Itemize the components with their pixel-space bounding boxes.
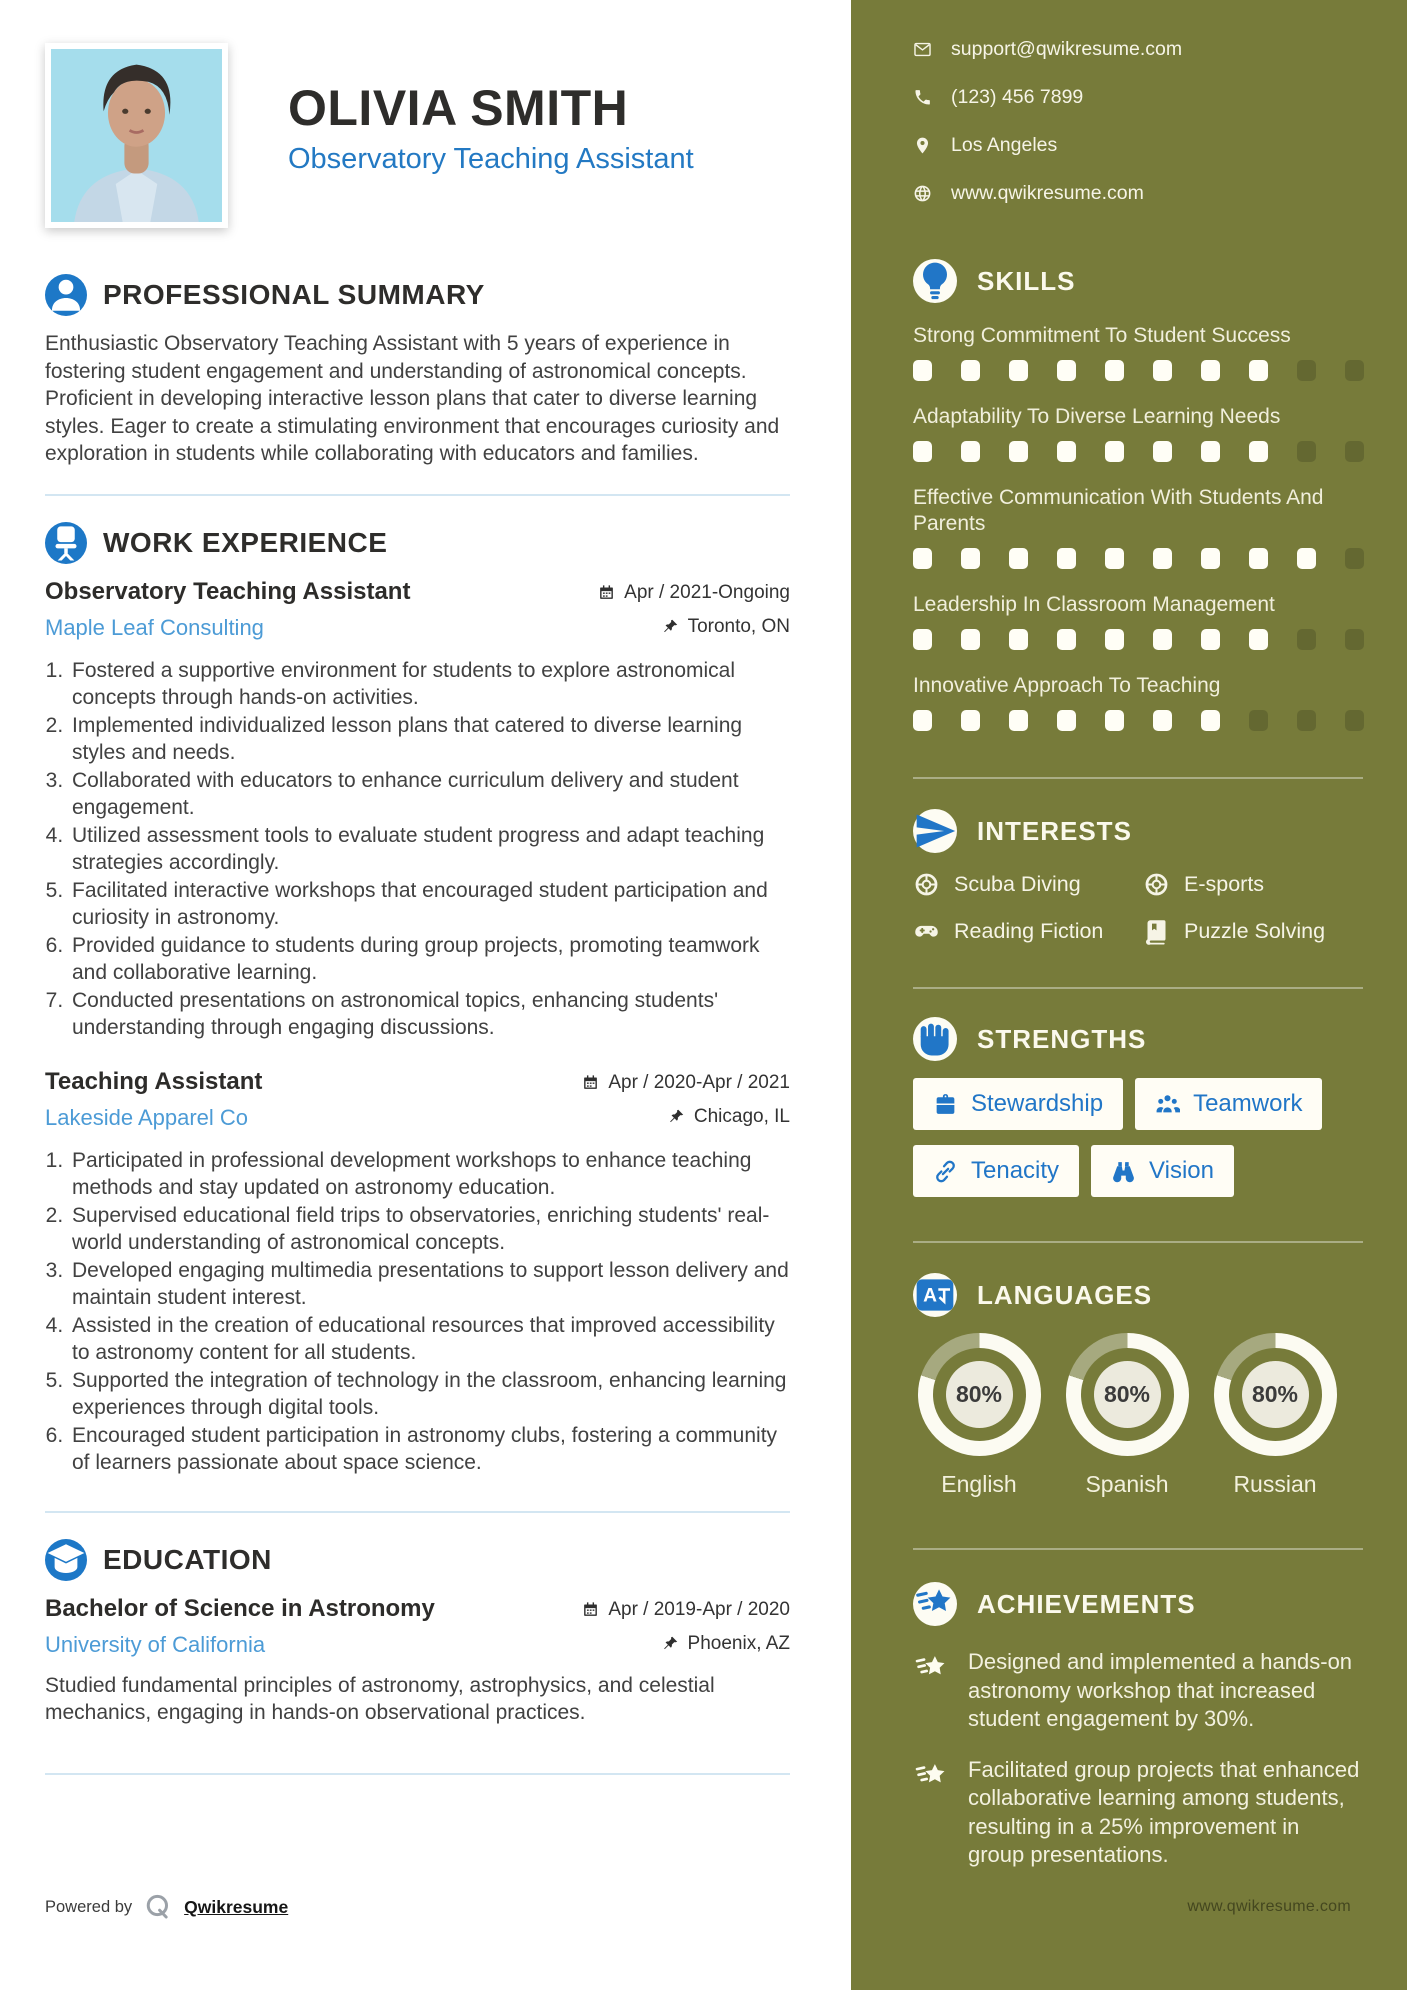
language-item [1061,1333,1193,1498]
education-location [662,1633,790,1655]
skill-level-block [1249,629,1268,650]
link-icon [933,1159,958,1184]
skill-level-block [1057,360,1076,381]
skill-level-block [1009,548,1028,569]
skill-label: Adaptability To Diverse Learning Needs [913,405,1281,428]
job-bullet: 1. Fostered a supportive environment for students to explore astronomical concepts through hands-on activities. [69,657,790,712]
jobs-list [45,578,790,1477]
candidate-name: OLIVIA SMITH [288,80,629,136]
language-donut [1066,1333,1189,1456]
divider [913,1241,1363,1243]
divider [45,494,790,496]
skill-level-block [1249,360,1268,381]
skill-level-block [1201,548,1220,569]
paper-plane-icon [913,809,957,853]
phone-icon [913,88,932,107]
job-bullets [45,657,790,1042]
contact-list [913,38,1363,205]
job-location-label: Chicago, IL [693,1105,790,1127]
skill-level-block [1249,441,1268,462]
achievements-heading-label: ACHIEVEMENTS [977,1588,1196,1619]
job-entry-left [45,578,410,641]
skill-level-block [1201,360,1220,381]
job-bullet: 6. Provided guidance to students during group projects, promoting teamwork and collaborative learning. [69,932,790,987]
summary-text: Enthusiastic Observatory Teaching Assistant with 5 years of experience in fostering student engagement and understanding of astronomical concepts. Proficient in developing interactive lesson plans that cater to diverse learning styles. Eager to create a stimulating environment that encourages curiosity and exploration in students while collaborating with educators and families. [45,332,780,465]
candidate-title: Observatory Teaching Assistant [288,143,694,175]
job-entry [45,1068,790,1477]
divider [45,1511,790,1513]
interest-item [913,871,1143,898]
strength-label: Teamwork [1193,1090,1303,1117]
education-heading-label: EDUCATION [103,1543,272,1575]
job-bullet: 1. Participated in professional development workshops to enhance teaching methods and stay updated on astronomy education. [69,1147,790,1202]
divider [45,1773,790,1775]
skill-level-block [1345,441,1364,462]
language-donut [1214,1333,1337,1456]
job-location [662,616,790,638]
lifebuoy-icon [913,871,940,898]
skills-list [913,323,1363,731]
language-percent: 80% [1242,1361,1309,1428]
contact-text: (123) 456 7899 [951,86,1084,108]
skill-level-bar [913,629,1363,650]
skill-level-block [913,629,932,650]
skill-level-block [1345,710,1364,731]
strengths-heading [913,1017,1363,1061]
education-date-label: Apr / 2019-Apr / 2020 [608,1598,790,1620]
pushpin-icon [662,1635,679,1652]
skill-level-block [1345,360,1364,381]
strength-chip [913,1078,1123,1130]
team-icon [1155,1092,1180,1117]
skill-level-block [1249,710,1268,731]
languages-heading [913,1273,1363,1317]
job-bullet: 7. Conducted presentations on astronomical topics, enhancing students' understanding through engaging discussions. [69,987,790,1042]
education-date [582,1599,790,1621]
strength-label: Vision [1149,1157,1214,1184]
skill-level-block [1297,548,1316,569]
strengths-row [913,1078,1363,1130]
strength-chip [1091,1145,1234,1197]
language-item [913,1333,1045,1498]
education-heading [45,1539,790,1581]
contact-text[interactable]: www.qwikresume.com [951,182,1144,204]
skill-level-block [1105,441,1124,462]
skill-level-block [913,360,932,381]
job-location-label: Toronto, ON [687,615,790,637]
calendar-icon [582,1601,599,1618]
job-bullet: 4. Assisted in the creation of educational resources that improved accessibility to astronomy content for all students. [69,1312,790,1367]
summary-heading-label: PROFESSIONAL SUMMARY [103,279,485,310]
translate-icon [913,1273,957,1317]
name-block [288,43,694,228]
achievement-text: Facilitated group projects that enhanced collaborative learning among students, resulting in a 25% improvement in group presentations. [968,1756,1360,1867]
language-donut [918,1333,1041,1456]
skill-item [913,485,1363,569]
skill-level-block [1009,441,1028,462]
footer-site: www.qwikresume.com [1187,1898,1351,1915]
language-item [1209,1333,1341,1498]
graduation-icon [45,1539,87,1581]
skill-level-block [1153,548,1172,569]
office-chair-icon [45,522,87,564]
job-company: Lakeside Apparel Co [45,1104,249,1130]
skill-level-block [1105,629,1124,650]
shooting-star-icon [913,1758,950,1795]
profile-photo [45,43,228,228]
strengths-row [913,1145,1363,1197]
interest-label: Reading Fiction [954,919,1104,943]
gamepad-icon [913,918,940,945]
skill-item [913,673,1363,731]
skill-level-bar [913,360,1363,381]
interest-item [1143,918,1363,945]
contact-item [913,86,1363,109]
skill-level-block [1249,548,1268,569]
skill-level-block [1057,441,1076,462]
achievement-item [913,1648,1363,1734]
job-title: Observatory Teaching Assistant [45,577,411,605]
language-label: Russian [1233,1471,1317,1497]
skill-label: Innovative Approach To Teaching [913,674,1221,697]
language-percent: 80% [1094,1361,1161,1428]
strength-chip [1135,1078,1322,1130]
pushpin-icon [668,1108,685,1125]
skill-level-block [1057,710,1076,731]
interest-label: Scuba Diving [954,872,1081,896]
fist-icon [913,1017,957,1061]
language-donut-ring [933,1348,1026,1441]
lifebuoy-icon [1143,871,1170,898]
header [45,43,790,228]
education-location-label: Phoenix, AZ [687,1632,790,1654]
skill-level-block [961,629,980,650]
skill-level-block [1057,548,1076,569]
job-bullet: 3. Collaborated with educators to enhance curriculum delivery and student engagement. [69,767,790,822]
skill-level-block [1153,441,1172,462]
work-heading [45,522,790,564]
job-entry-meta [582,1068,790,1128]
job-entry-left [45,1068,262,1131]
job-date-label: Apr / 2020-Apr / 2021 [608,1071,790,1093]
job-bullet: 2. Implemented individualized lesson plans that catered to diverse learning styles and needs. [69,712,790,767]
skill-label: Strong Commitment To Student Success [913,324,1291,347]
skill-level-block [961,548,980,569]
skill-level-block [1057,629,1076,650]
skill-level-block [1345,548,1364,569]
qwikresume-logo-icon [143,1892,173,1922]
interest-label: Puzzle Solving [1184,919,1326,943]
language-label: English [941,1471,1017,1497]
strength-label: Stewardship [971,1090,1104,1117]
job-date [598,582,790,604]
shooting-star-icon [913,1650,950,1687]
summary-heading [45,274,790,316]
achievement-text: Designed and implemented a hands-on astronomy workshop that increased student engagement by 30%. [968,1649,1353,1731]
interests-list [913,871,1363,945]
language-label: Spanish [1085,1471,1169,1497]
skill-level-block [1009,710,1028,731]
skill-level-block [1105,360,1124,381]
powered-by-label: Powered by [45,1897,133,1916]
skill-level-block [1345,629,1364,650]
globe-icon [913,184,932,203]
education-description: Studied fundamental principles of astronomy, astrophysics, and celestial mechanics, engaging in hands-on observational practices. [45,1673,715,1724]
languages-heading-label: LANGUAGES [977,1279,1153,1310]
calendar-icon [598,584,615,601]
skill-level-block [913,548,932,569]
job-date [582,1072,790,1094]
skill-level-block [913,441,932,462]
skill-label: Effective Communication With Students And Parents [913,486,1324,535]
skill-level-block [1153,710,1172,731]
contact-text[interactable]: support@qwikresume.com [951,38,1183,60]
skill-level-bar [913,441,1363,462]
book-icon [1143,918,1170,945]
person-icon [45,274,87,316]
skill-label: Leadership In Classroom Management [913,593,1275,616]
skill-level-block [913,710,932,731]
work-heading-label: WORK EXPERIENCE [103,526,388,558]
contact-item [913,182,1363,205]
job-entry-header [45,578,790,641]
achievement-item [913,1756,1363,1870]
job-bullet: 5. Supported the integration of technology in the classroom, enhancing learning experiences through digital tools. [69,1367,790,1422]
skill-level-block [961,360,980,381]
job-bullet: 5. Facilitated interactive workshops that encouraged student participation and curiosity in astronomy. [69,877,790,932]
briefcase-icon [933,1092,958,1117]
interest-item [913,918,1143,945]
job-bullets [45,1147,790,1477]
interest-label: E-sports [1184,872,1265,896]
language-donut-ring [1229,1348,1322,1441]
footer-left [45,1892,288,1922]
achievements-list [913,1648,1363,1870]
strengths-list [913,1078,1363,1197]
job-entry-meta [598,578,790,638]
strengths-heading-label: STRENGTHS [977,1023,1147,1054]
skills-heading [913,259,1363,303]
contact-item [913,134,1363,157]
contact-item [913,38,1363,61]
svg-text:A: A [923,1285,937,1307]
interests-heading [913,809,1363,853]
skill-level-block [1009,629,1028,650]
skill-level-bar [913,548,1363,569]
skill-level-block [961,441,980,462]
languages-list [913,1333,1363,1498]
skill-level-block [1297,441,1316,462]
divider [913,987,1363,989]
skill-level-block [1201,629,1220,650]
shooting-star-icon [913,1582,957,1626]
job-entry [45,578,790,1042]
pushpin-icon [662,618,679,635]
skill-level-block [961,710,980,731]
job-title: Teaching Assistant [45,1067,263,1095]
skill-item [913,404,1363,462]
skill-level-block [1105,710,1124,731]
skills-heading-label: SKILLS [977,265,1076,296]
skill-level-block [1153,360,1172,381]
qwikresume-link[interactable]: Qwikresume [184,1896,289,1917]
calendar-icon [582,1074,599,1091]
degree-title: Bachelor of Science in Astronomy [45,1594,435,1622]
skill-item [913,592,1363,650]
achievements-heading [913,1582,1363,1626]
mail-icon [913,40,932,59]
skill-level-block [1009,360,1028,381]
lightbulb-icon [913,259,957,303]
job-bullet: 3. Developed engaging multimedia presentations to support lesson delivery and maintain student interest. [69,1257,790,1312]
job-location [668,1106,790,1128]
education-entry [45,1595,790,1727]
strength-chip [913,1145,1079,1197]
divider [913,777,1363,779]
job-bullet: 2. Supervised educational field trips to observatories, enriching students' real-world understanding of astronomical concepts. [69,1202,790,1257]
binoculars-icon [1111,1159,1136,1184]
skill-level-bar [913,710,1363,731]
language-donut-ring [1081,1348,1174,1441]
language-percent: 80% [946,1361,1013,1428]
skill-level-block [1201,441,1220,462]
skill-level-block [1153,629,1172,650]
school-name: University of California [45,1631,266,1657]
location-icon [913,136,932,155]
divider [913,1548,1363,1550]
right-column [851,0,1407,1990]
skill-item [913,323,1363,381]
job-company: Maple Leaf Consulting [45,614,264,640]
contact-text: Los Angeles [951,134,1058,156]
skill-level-block [1201,710,1220,731]
interests-heading-label: INTERESTS [977,815,1132,846]
job-entry-header [45,1068,790,1131]
skill-level-block [1297,629,1316,650]
interest-item [1143,871,1363,898]
job-bullet: 4. Utilized assessment tools to evaluate student progress and adapt teaching strategies accordingly. [69,822,790,877]
skill-level-block [1297,360,1316,381]
strength-label: Tenacity [971,1157,1060,1184]
skill-level-block [1297,710,1316,731]
skill-level-block [1105,548,1124,569]
job-bullet: 6. Encouraged student participation in astronomy clubs, fostering a community of learners passionate about space science. [69,1422,790,1477]
job-date-label: Apr / 2021-Ongoing [624,581,790,603]
